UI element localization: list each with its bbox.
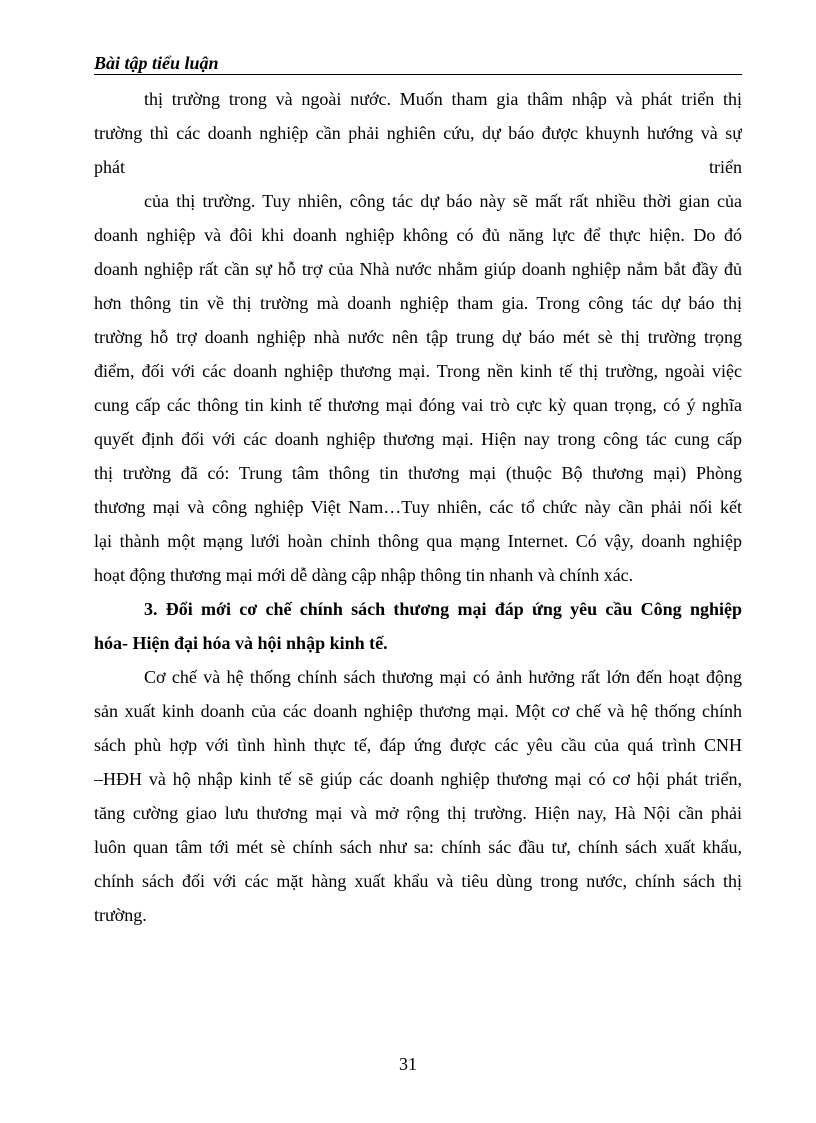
text-line: trường thì các doanh nghiệp cần phải nghiên cứu, dự báo được khuynh hướng và sự [94, 123, 742, 143]
text-line: điểm, đối với các doanh nghiệp thương mại. Trong nền kinh tế thị trường, ngoài việc [94, 361, 742, 381]
text-line: luôn quan tâm tới mét sè chính sách như sa: chính sác đầu tư, chính sách xuất khẩu, [94, 837, 742, 857]
heading-line: 3. Đổi mới cơ chế chính sách thương mại đáp ứng yêu cầu Công nghiệp [144, 599, 742, 619]
text-line: sản xuất kinh doanh của các doanh nghiệp thương mại. Một cơ chế và hệ thống chính [94, 701, 742, 721]
text-line: quyết định đối với các doanh nghiệp thương mại. Hiện nay trong công tác cung cấp [94, 429, 742, 449]
text-line: sách phù hợp với tình hình thực tế, đáp ứng được các yêu cầu của quá trình CNH [94, 735, 742, 755]
paragraph-3 [94, 660, 742, 932]
page-number: 31 [399, 1054, 417, 1074]
text-line: trường. [94, 905, 147, 925]
text-line-split [94, 150, 742, 184]
header-title: Bài tập tiểu luận [94, 53, 219, 73]
text-line: hoạt động thương mại mới dễ dàng cập nhập thông tin nhanh và chính xác. [94, 565, 634, 585]
text-word: phát [94, 157, 125, 177]
text-line: Cơ chế và hệ thống chính sách thương mại có ảnh hưởng rất lớn đến hoạt động [144, 667, 742, 687]
paragraph-1 [94, 82, 742, 184]
text-line: thị trường đã có: Trung tâm thông tin thương mại (thuộc Bộ thương mại) Phòng [94, 463, 742, 483]
text-line: thị trường trong và ngoài nước. Muốn tham gia thâm nhập và phát triển thị [144, 89, 742, 109]
text-word: triển [709, 157, 742, 177]
text-line: cung cấp các thông tin kinh tế thương mại đóng vai trò cực kỳ quan trọng, có ý nghĩa [94, 395, 742, 415]
paragraph-2 [94, 184, 742, 592]
text-line: trường hỗ trợ doanh nghiệp nhà nước nên tập trung dự báo mét sè thị trường trọng [94, 327, 742, 347]
text-line: của thị trường. Tuy nhiên, công tác dự báo này sẽ mất rất nhiều thời gian của [144, 191, 742, 211]
text-line: hơn thông tin về thị trường mà doanh nghiệp tham gia. Trong công tác dự báo thị [94, 293, 742, 313]
text-line: tăng cường giao lưu thương mại và mở rộng thị trường. Hiện nay, Hà Nội cần phải [94, 803, 742, 823]
heading-line: hóa- Hiện đại hóa và hội nhập kinh tế. [94, 633, 388, 653]
text-line: –HĐH và hộ nhập kinh tế sẽ giúp các doanh nghiệp thương mại có cơ hội phát triển, [94, 769, 742, 789]
page-header [94, 52, 742, 75]
text-line: chính sách đối với các mặt hàng xuất khẩu và tiêu dùng trong nước, chính sách thị [94, 871, 742, 891]
document-body [94, 82, 742, 932]
text-line: doanh nghiệp và đôi khi doanh nghiệp không có đủ năng lực để thực hiện. Do đó [94, 225, 742, 245]
section-heading [94, 592, 742, 660]
text-line: doanh nghiệp rất cần sự hỗ trợ của Nhà nước nhằm giúp doanh nghiệp nắm bắt đầy đủ [94, 259, 742, 279]
text-line: lại thành một mạng lưới hoàn chỉnh thông qua mạng Internet. Có vậy, doanh nghiệp [94, 531, 742, 551]
text-line: thương mại và công nghiệp Việt Nam…Tuy nhiên, các tổ chức này cần phải nối kết [94, 497, 742, 517]
